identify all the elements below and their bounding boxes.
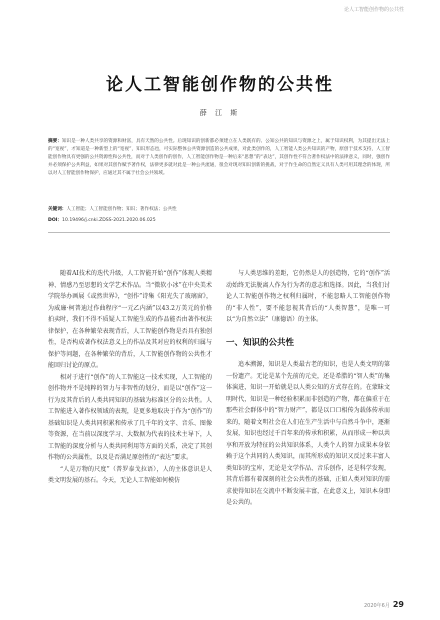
body-paragraph: 追本溯源，知识是人类最古老的知识，也是人类文明的第一份遗产。无论是某个先前的元史，还是希腊的“智人类”的集体演进，知识一开始就是以人类公知的方式存在的。在蒙昧文明时代，知识是一种经验积累而非创造的产物，都在偏重于在那些社会群体中的“智力财产”，都是以口口相传为载体传承而来的，随着文明社会在人们在生产生活中与自然斗争中，逐渐发展，知识也经过千百年来的传承和积累，从而形成一种以共享和开放为特征的公共知识体系，人类个人的智力成果本身依赖于这个共同的人类知识，而其所形成的知识又反过来丰富人类知识的宝库，无论是文学作品、音乐创作，还是科学发现，其背后都有着深刻的社会公共性的基础，正如人类对知识的需求使得知识在交流中不断发展丰富，在此意义上，知识本身即是公共的。: [226, 361, 390, 506]
abstract-label: 摘要：: [48, 139, 62, 144]
body-column-right: [226, 268, 390, 509]
body-paragraph: 与人类思维的差距，它仍然是人的创造物，它的“创作”活动始终无法脱离人作为行为者的意志和选择。因此，当我们讨论人工智能创作物之权利归属时，不能忽略人工智能创作物的“非人性”，要不能忽视其背后的“人类智慧”，是唯一可以“为自然立法”（康德语）的主体。: [226, 270, 390, 323]
article-author: 薛 江 斯: [199, 109, 241, 117]
body-column-left: [48, 268, 212, 487]
section-heading: 一、知识的公共性: [226, 337, 295, 348]
keywords: [48, 206, 390, 214]
body-paragraph: 随着AI技术的迭代升级，人工智能开始“创作”体现人类精神、情感乃至思想的文学艺术作品。当“微软小冰”在中央美术学院举办画展《或然世界》，“创作”诗集《阳光失了玻璃窗》，为威廉·柯普迪过作曲程序“一元乙内涵”以43.2万美元的价格拍卖时，我们不得不质疑人工智能生成的作品能否由著作权法律保护，在各种繁荣表现背后，人工智能创作物是否具有独创性，是否构成著作权法意义上的作品及其对应的权利的归属与保护等问题，在各种繁荣的背后，人工智能创作物的公共性才能回归讨论的原点。: [48, 270, 212, 369]
article-title: 论人工智能创作物的公共性: [106, 75, 334, 95]
running-header: 论人工智能创作物的公共性: [343, 7, 404, 13]
issue-date: 2020年6月: [363, 603, 390, 609]
body-paragraph: 相对于进行“创作”的人工智能这一技术实现，人工智能的创作物并不是纯粹的智力与非智性的划分，而是以“创作”这一行为及其背后的人类共同知识的基础为标准区分的公共性。人工智能进入著作权领域的表现，是更多地取决于作为“创作”的基础知识是人类共同积累和传承了几千年的文字、音乐、图像等资源，在当前以深度学习、大数据为代表的技术主导下，人工智能的深度分析与人类共同利用等方面的关系，决定了其创作物的公共属性，以及是否满足原创性的“表达”要求。: [48, 373, 212, 461]
doi: [48, 217, 390, 225]
keywords-text: 人工智能；人工智能创作物；知识；著作权法；公共性: [66, 207, 177, 212]
body-paragraph: “人是万物的尺度”（普罗泰戈拉语），人的主体意识是人类文明发展的基石。今天，无论人工智能如何模仿: [48, 465, 212, 484]
abstract-text: 知识是一种人类共享的资源和财富，具有天然的公共性。后现知识的创新都必须建立在人类既有的、公知公共的知识与资源之上，属于知识权利，为其提出无法上的“宽视”，才知道是一种新型上的“宽视”，知识形态也，可实际整体公共资源创造的公共成果，对此类创作的，人工智能人类公共知识的产物，原创于技术支持，人工智能创作物具有更强的公共资源性和公共性，而对于人类创作的创作，人工智能创作物是一种后来“思想”的“表达”，其创作性不符合著作权法中的法律意义，同时，强创作并必须保护公共利益，如果对其创作赋予著作权，法律更多就对此是一种公共流通，很会对现对知识创新的挑战，对于作生命的自然定义具有人类可用其理念的体现，所以对人工智能创作物保护，应通过其不属于社会公共领域。: [48, 139, 390, 176]
abstract: [48, 138, 390, 178]
page-number: 29: [392, 600, 404, 609]
doi-label: DOI：: [48, 218, 63, 223]
doi-text: 10.19496/j.cnki.ZDSS-2021.2020.06.025: [62, 218, 156, 223]
keywords-label: 关键词：: [48, 207, 67, 212]
page-footer: [364, 600, 404, 609]
header-divider: [48, 232, 390, 233]
